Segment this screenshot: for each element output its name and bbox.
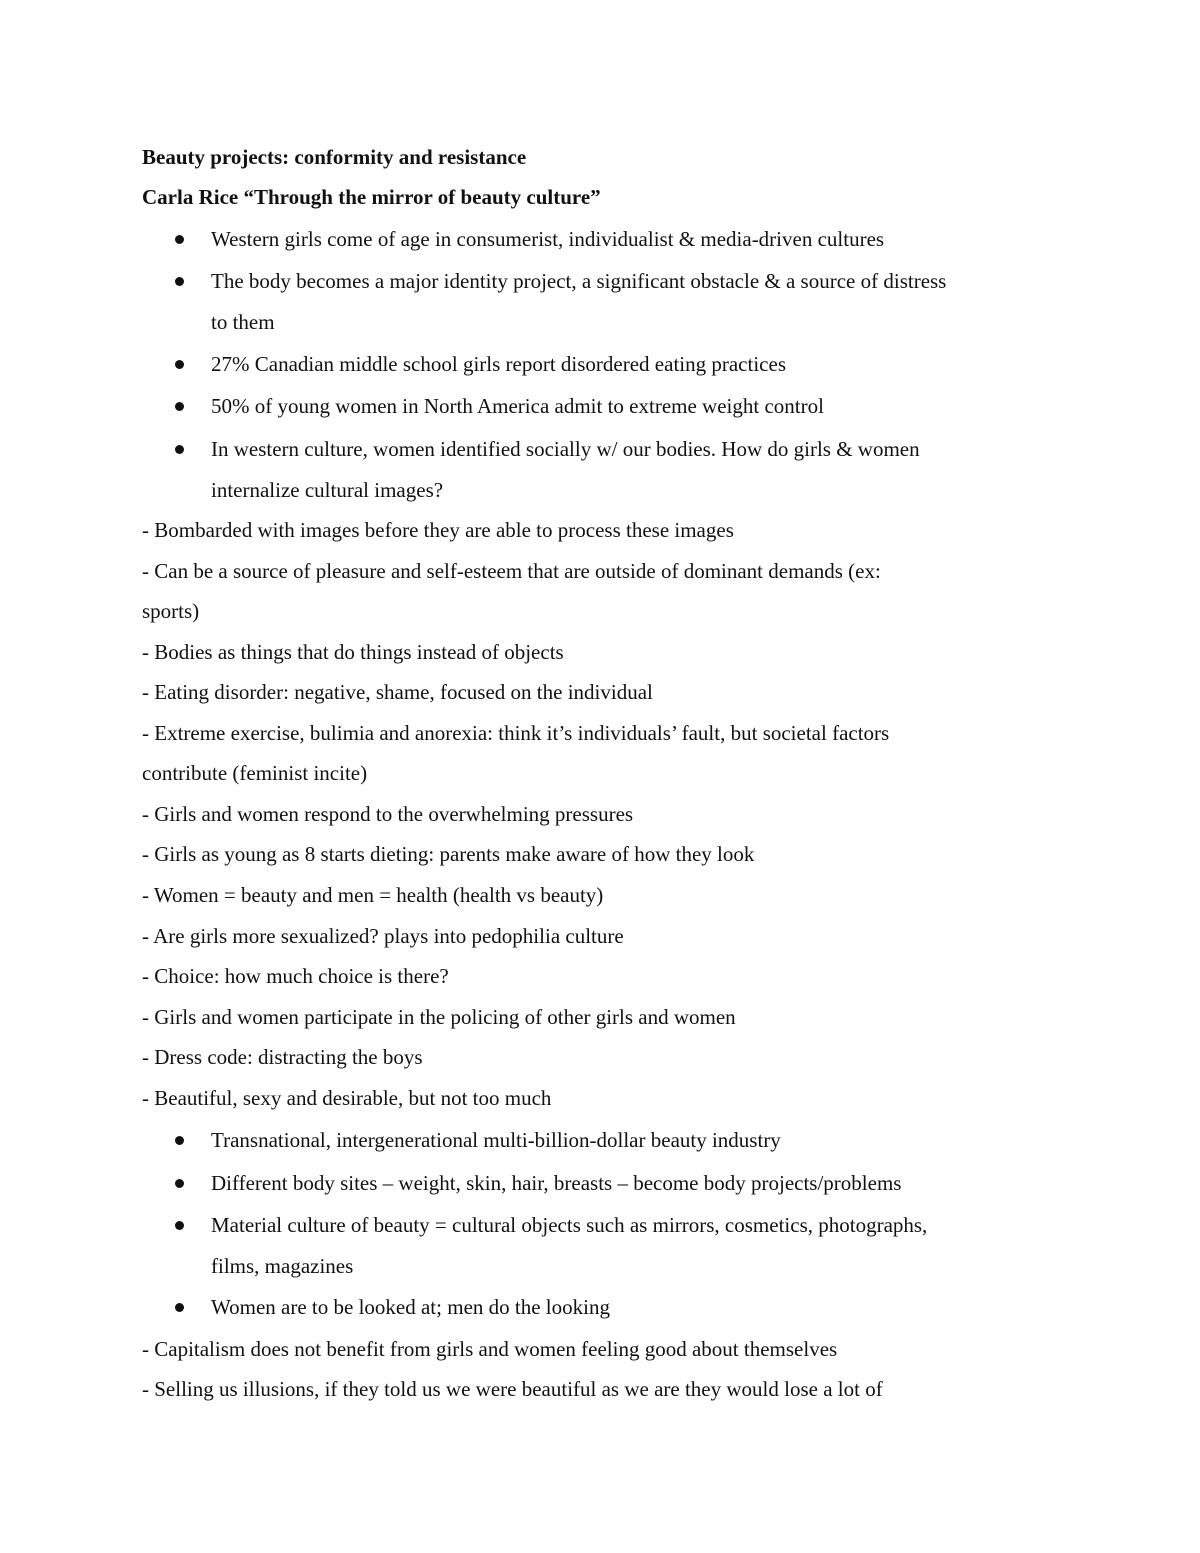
bullet-item: Transnational, intergenerational multi-billion-dollar beauty industry xyxy=(211,1128,781,1152)
bullet-dot xyxy=(175,1179,184,1188)
bullet-item: Western girls come of age in consumerist, individualist & media-driven cultures xyxy=(211,227,885,251)
bullet-item: Women are to be looked at; men do the looking xyxy=(211,1295,610,1319)
bullet-dot xyxy=(175,445,184,454)
bullet-dot xyxy=(175,402,184,411)
note-line: - Extreme exercise, bulimia and anorexia: think it’s individuals’ fault, but societal factors xyxy=(142,721,890,745)
note-line: contribute (feminist incite) xyxy=(142,761,368,785)
bullet-item: 50% of young women in North America admit to extreme weight control xyxy=(211,394,824,418)
bullet-dot xyxy=(175,1303,184,1312)
note-line: - Dress code: distracting the boys xyxy=(142,1045,423,1069)
bullet-item: The body becomes a major identity project, a significant obstacle & a source of distress xyxy=(211,269,947,293)
bullet-dot xyxy=(175,1221,184,1230)
note-line: - Girls as young as 8 starts dieting: parents make aware of how they look xyxy=(142,842,755,866)
note-line: - Choice: how much choice is there? xyxy=(142,964,449,988)
bullet-continuation: to them xyxy=(211,310,275,334)
bullet-item: Different body sites – weight, skin, hair, breasts – become body projects/problems xyxy=(211,1171,902,1195)
bullet-item: Material culture of beauty = cultural objects such as mirrors, cosmetics, photographs, xyxy=(211,1213,928,1237)
note-line: - Bombarded with images before they are able to process these images xyxy=(142,518,734,542)
note-line: - Women = beauty and men = health (health vs beauty) xyxy=(142,883,604,907)
bullet-dot xyxy=(175,1136,184,1145)
note-line: - Bodies as things that do things instead of objects xyxy=(142,640,564,664)
document-subtitle: Carla Rice “Through the mirror of beauty culture” xyxy=(142,185,601,209)
bullet-continuation: films, magazines xyxy=(211,1254,354,1278)
note-line: - Eating disorder: negative, shame, focused on the individual xyxy=(142,680,653,704)
bullet-item: 27% Canadian middle school girls report disordered eating practices xyxy=(211,352,786,376)
note-line: - Selling us illusions, if they told us we were beautiful as we are they would lose a lot of xyxy=(142,1377,883,1401)
note-line: - Girls and women respond to the overwhelming pressures xyxy=(142,802,634,826)
bullet-dot xyxy=(175,277,184,286)
note-line: - Capitalism does not benefit from girls and women feeling good about themselves xyxy=(142,1337,838,1361)
note-line: - Girls and women participate in the policing of other girls and women xyxy=(142,1005,736,1029)
note-line: - Are girls more sexualized? plays into pedophilia culture xyxy=(142,924,624,948)
bullet-item: In western culture, women identified socially w/ our bodies. How do girls & women xyxy=(211,437,920,461)
note-line: - Can be a source of pleasure and self-esteem that are outside of dominant demands (ex: xyxy=(142,559,881,583)
note-line: - Beautiful, sexy and desirable, but not too much xyxy=(142,1086,552,1110)
note-line: sports) xyxy=(142,599,200,623)
bullet-dot xyxy=(175,360,184,369)
bullet-dot xyxy=(175,235,184,244)
document-title: Beauty projects: conformity and resistance xyxy=(142,145,527,169)
bullet-continuation: internalize cultural images? xyxy=(211,478,444,502)
